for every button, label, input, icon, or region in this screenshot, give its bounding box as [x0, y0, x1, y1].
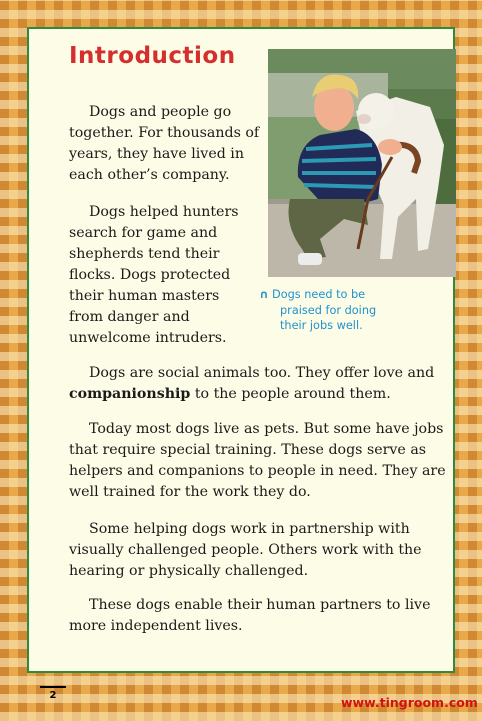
page-title: Introduction — [69, 43, 236, 69]
caption-line — [258, 287, 448, 303]
man-hugging-dog-photo — [268, 49, 456, 277]
glossary-term: companionship — [69, 386, 191, 402]
text-line: that require special training. These dogs serve as — [69, 442, 427, 458]
text-line: shepherds tend their — [69, 246, 220, 262]
text-line: Dogs and people go — [89, 104, 232, 120]
caption-line: their jobs well. — [280, 319, 363, 332]
text-line: Some helping dogs work in partnership with — [89, 521, 410, 537]
text-line: search for game and — [69, 225, 218, 241]
text-line: Today most dogs live as pets. But some have jobs — [89, 421, 444, 437]
text-line: hearing or physically challenged. — [69, 563, 309, 579]
text-line: years, they have lived in — [69, 146, 244, 162]
text-line: from danger and — [69, 309, 190, 325]
text-line: unwelcome intruders. — [69, 330, 227, 346]
caption-pointer-icon: ∩ — [259, 288, 269, 301]
watermark-link: www.tingroom.com — [341, 695, 478, 710]
page-number: 2 — [40, 686, 66, 701]
text-fragment: to the people around them. — [190, 386, 391, 402]
text-line: Dogs are social animals too. They offer love and — [89, 365, 435, 381]
caption-text: Dogs need to be — [272, 288, 366, 301]
paragraph-5 — [69, 519, 422, 582]
paragraph-2 — [69, 202, 239, 349]
text-line: together. For thousands of — [69, 125, 260, 141]
photo-illustration — [268, 49, 456, 277]
paragraph-4 — [69, 419, 446, 503]
text-line: Dogs helped hunters — [89, 204, 239, 220]
text-line: each other’s company. — [69, 167, 230, 183]
text-line: These dogs enable their human partners to live — [89, 597, 431, 613]
text-line: more independent lives. — [69, 618, 243, 634]
paragraph-3 — [69, 363, 434, 405]
text-line: helpers and companions to people in need. They are — [69, 463, 446, 479]
text-line: their human masters — [69, 288, 220, 304]
text-line: visually challenged people. Others work with the — [69, 542, 422, 558]
paragraph-1 — [69, 102, 259, 186]
paragraph-6 — [69, 595, 430, 637]
text-line: flocks. Dogs protected — [69, 267, 231, 283]
book-page — [27, 27, 455, 673]
text-line — [69, 384, 434, 405]
text-line: well trained for the work they do. — [69, 484, 311, 500]
photo-caption — [258, 287, 448, 334]
caption-line: praised for doing — [280, 303, 377, 317]
